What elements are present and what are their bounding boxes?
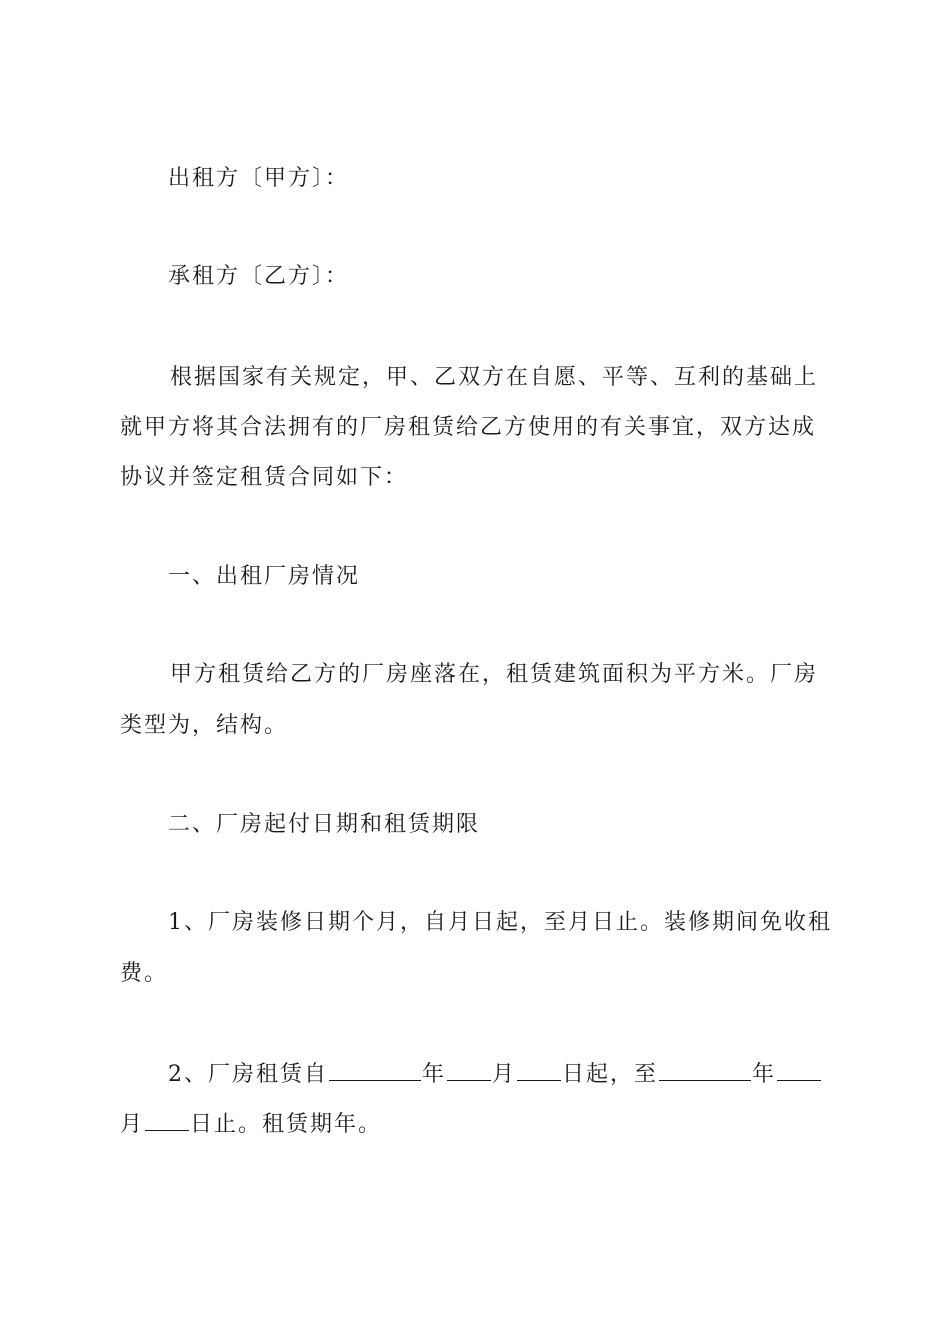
lessor-label: 出租方〔甲方〕： [168, 166, 350, 191]
intro-line-1: 根据国家有关规定，甲、乙双方在自愿、平等、互利的基础上 [170, 365, 819, 390]
year-blank-start [329, 1060, 421, 1081]
item-2-text-start: 2、厂房租赁自 [168, 1062, 328, 1087]
section-1-line-1: 甲方租赁给乙方的厂房座落在，租赁建筑面积为平方米。厂房 [170, 662, 819, 687]
section-1-line-2: 类型为，结构。 [120, 713, 289, 738]
item-1-line-1: 1、厂房装修日期个月，自月日起，至月日止。装修期间免收租 [168, 910, 832, 935]
month-blank-start [447, 1060, 491, 1081]
item-2-line-2 [120, 1110, 382, 1138]
item-2-text-to: 日起，至 [562, 1062, 659, 1087]
item-2-text-year: 年 [422, 1062, 447, 1087]
item-2-text-month: 月 [492, 1062, 517, 1087]
item-1-line-2: 费。 [120, 961, 169, 986]
section-1-heading: 一、出租厂房情况 [168, 564, 361, 589]
item-2-text-month-end: 月 [120, 1112, 145, 1137]
intro-line-3: 协议并签定租赁合同如下： [120, 465, 409, 490]
year-blank-end [659, 1060, 751, 1081]
item-2-text-end: 日止。租赁期年。 [190, 1112, 383, 1137]
month-blank-end-partial [777, 1060, 821, 1081]
day-blank-start [517, 1060, 561, 1081]
item-2-line-1 [168, 1060, 822, 1088]
intro-line-2: 就甲方将其合法拥有的厂房租赁给乙方使用的有关事宜，双方达成 [120, 415, 817, 440]
day-blank-end [145, 1110, 189, 1131]
section-2-heading: 二、厂房起付日期和租赁期限 [168, 812, 481, 837]
lessee-label: 承租方〔乙方〕： [168, 264, 350, 289]
item-2-text-year-end: 年 [752, 1062, 777, 1087]
